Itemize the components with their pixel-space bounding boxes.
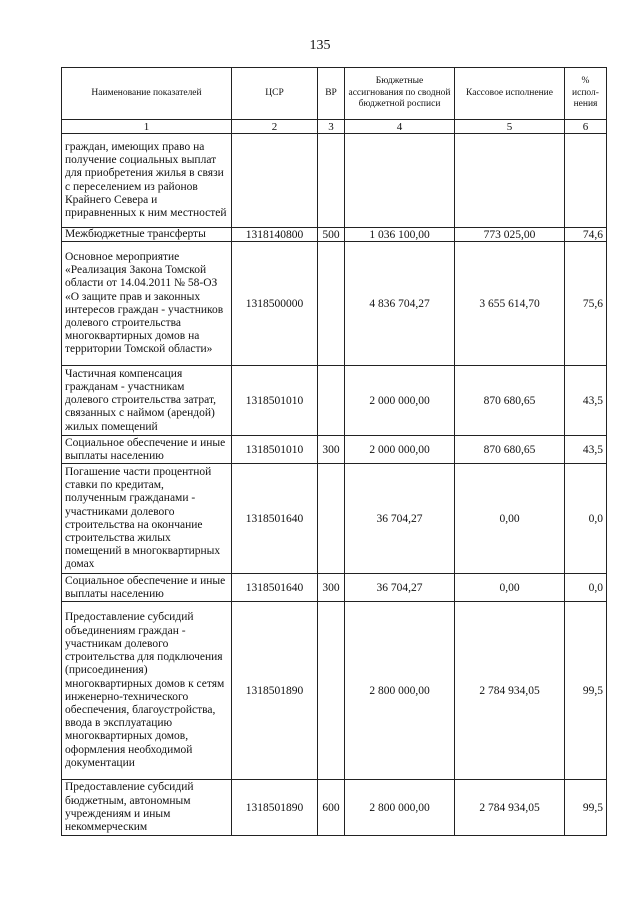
header-vr: ВР [318, 68, 345, 120]
row-execution: 870 680,65 [455, 436, 565, 464]
row-name: граждан, имеющих право на получение социальных выплат для приобретения жилья в связи с переселением из районов Крайнего Севера и приравненных к ним местностей [62, 134, 232, 228]
row-name: Погашение части процентной ставки по кредитам, полученным гражданами - участниками долевого строительства на окончание строительства жилых помещений в многоквартирных домах [62, 464, 232, 574]
row-name: Межбюджетные трансферты [62, 228, 232, 242]
row-vr: 500 [318, 228, 345, 242]
row-vr: 600 [318, 780, 345, 836]
column-number-row [62, 120, 607, 134]
row-execution: 3 655 614,70 [455, 242, 565, 366]
table-row [62, 464, 607, 574]
row-vr [318, 366, 345, 436]
row-vr [318, 602, 345, 780]
row-csr: 1318501640 [232, 464, 318, 574]
header-execution: Кассовое исполнение [455, 68, 565, 120]
table-row [62, 228, 607, 242]
row-csr: 1318501010 [232, 436, 318, 464]
row-csr: 1318501890 [232, 780, 318, 836]
row-vr [318, 134, 345, 228]
row-percent: 99,5 [565, 602, 607, 780]
row-execution: 0,00 [455, 464, 565, 574]
table-row [62, 242, 607, 366]
row-execution [455, 134, 565, 228]
row-execution: 2 784 934,05 [455, 602, 565, 780]
row-vr [318, 464, 345, 574]
column-number: 1 [62, 120, 232, 134]
row-allocation: 2 800 000,00 [345, 602, 455, 780]
row-name: Социальное обеспечение и иные выплаты населению [62, 574, 232, 602]
row-vr [318, 242, 345, 366]
row-csr: 1318501010 [232, 366, 318, 436]
row-percent: 43,5 [565, 436, 607, 464]
row-percent: 0,0 [565, 574, 607, 602]
header-percent: % испол-нения [565, 68, 607, 120]
row-allocation: 36 704,27 [345, 464, 455, 574]
header-name: Наименование показателей [62, 68, 232, 120]
row-allocation: 36 704,27 [345, 574, 455, 602]
table-row [62, 366, 607, 436]
row-execution: 870 680,65 [455, 366, 565, 436]
row-allocation: 2 000 000,00 [345, 366, 455, 436]
row-csr: 1318501640 [232, 574, 318, 602]
row-percent: 99,5 [565, 780, 607, 836]
row-vr: 300 [318, 574, 345, 602]
row-execution: 773 025,00 [455, 228, 565, 242]
header-row [62, 68, 607, 120]
row-allocation: 2 800 000,00 [345, 780, 455, 836]
column-number: 6 [565, 120, 607, 134]
page-number: 135 [309, 38, 331, 53]
budget-table [61, 67, 607, 836]
row-percent: 0,0 [565, 464, 607, 574]
row-name: Предоставление субсидий объединениям граждан - участникам долевого строительства для подключения (присоединения) многоквартирных домов к сетям инженерно-технического обеспечения, благоустройства, ввода в эксплуатацию многоквартирных домов, оформления необходимой документации [62, 602, 232, 780]
row-percent: 75,6 [565, 242, 607, 366]
row-allocation: 1 036 100,00 [345, 228, 455, 242]
table-row [62, 134, 607, 228]
row-allocation: 2 000 000,00 [345, 436, 455, 464]
table-row [62, 780, 607, 836]
column-number: 2 [232, 120, 318, 134]
row-csr [232, 134, 318, 228]
row-csr: 1318140800 [232, 228, 318, 242]
column-number: 5 [455, 120, 565, 134]
header-allocation: Бюджетные ассигнования по сводной бюджетной росписи [345, 68, 455, 120]
table-row [62, 602, 607, 780]
row-csr: 1318501890 [232, 602, 318, 780]
row-allocation: 4 836 704,27 [345, 242, 455, 366]
table-row [62, 574, 607, 602]
row-name: Социальное обеспечение и иные выплаты населению [62, 436, 232, 464]
column-number: 4 [345, 120, 455, 134]
row-name: Основное мероприятие «Реализация Закона Томской области от 14.04.2011 № 58-ОЗ «О защите прав и законных интересов граждан - участников долевого строительства многоквартирных домов на территории Томской области» [62, 242, 232, 366]
row-execution: 2 784 934,05 [455, 780, 565, 836]
row-percent: 74,6 [565, 228, 607, 242]
row-vr: 300 [318, 436, 345, 464]
row-percent [565, 134, 607, 228]
header-csr: ЦСР [232, 68, 318, 120]
row-percent: 43,5 [565, 366, 607, 436]
table-row [62, 436, 607, 464]
row-execution: 0,00 [455, 574, 565, 602]
column-number: 3 [318, 120, 345, 134]
row-csr: 1318500000 [232, 242, 318, 366]
row-name: Частичная компенсация гражданам - участникам долевого строительства затрат, связанных с наймом (арендой) жилых помещений [62, 366, 232, 436]
row-allocation [345, 134, 455, 228]
row-name: Предоставление субсидий бюджетным, автономным учреждениям и иным некоммерческим [62, 780, 232, 836]
